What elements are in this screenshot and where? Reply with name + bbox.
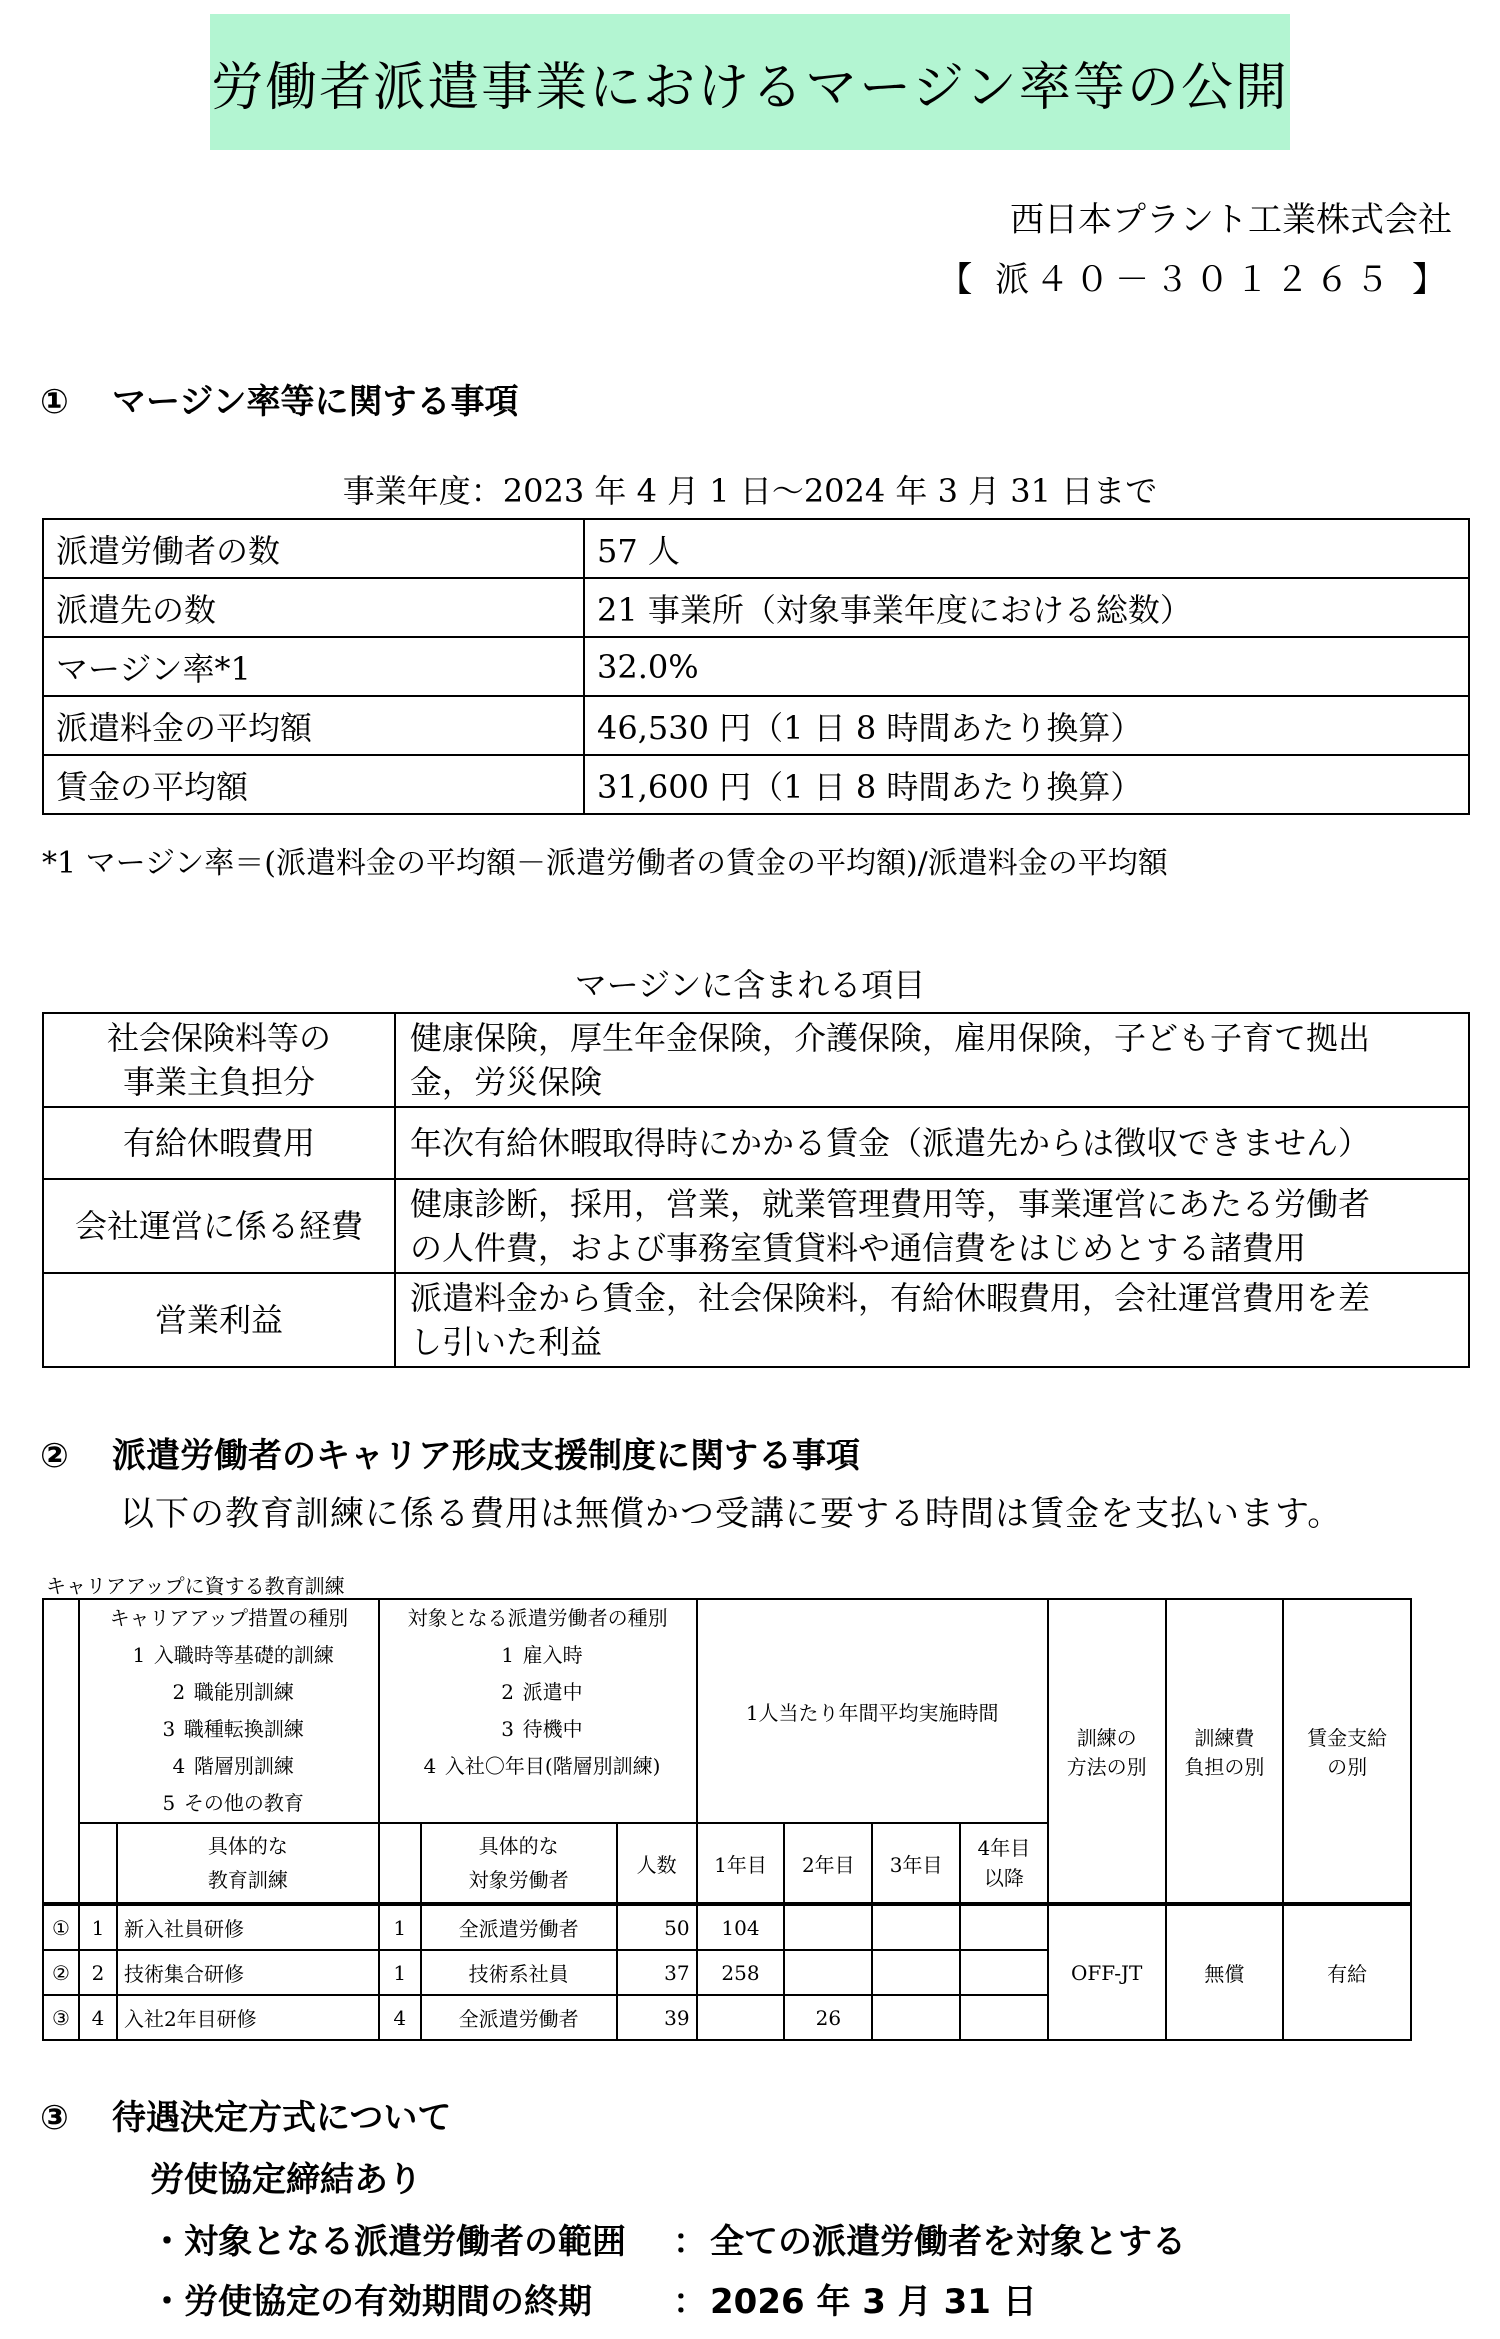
item-label: 営業利益 (43, 1273, 395, 1367)
margin-items-caption: マージンに含まれる項目 (574, 966, 926, 1004)
row-value: 32.0% (584, 637, 1469, 696)
row-value: 46,530 円（1 日 8 時間あたり換算） (584, 696, 1469, 755)
margin-items-table (42, 1012, 1470, 1368)
year3-header: 3年目 (872, 1823, 960, 1904)
section2-number: ② (40, 1436, 69, 1476)
fiscal-period: 事業年度：2023 年 4 月 1 日～2024 年 3 月 31 日まで (342, 472, 1158, 510)
table-row (43, 1273, 1469, 1367)
item-description: 健康保険，厚生年金保険，介護保険，雇用保険，子ども子育て拠出 金，労災保険 (395, 1013, 1469, 1107)
table-row: ① 1 新入社員研修 1 全派遣労働者 50 104 OFF-JT 無償 有給 (43, 1904, 1411, 1950)
agreement-scope: ・対象となる派遣労働者の範囲 ：全ての派遣労働者を対象とする (150, 2222, 1186, 2262)
row-label: 賃金の平均額 (43, 755, 584, 814)
section3-number: ③ (40, 2098, 69, 2138)
row-label: 派遣先の数 (43, 578, 584, 637)
item-description: 健康診断，採用，営業，就業管理費用等，事業運営にあたる労働者 の人件費，および事務室賃貸料や通信費をはじめとする諸費用 (395, 1179, 1469, 1273)
training-table-caption: キャリアアップに資する教育訓練 (46, 1574, 345, 1598)
item-label: 社会保険料等の 事業主負担分 (43, 1013, 395, 1107)
table-row (43, 1013, 1469, 1107)
table-row (43, 637, 1469, 696)
item-label: 会社運営に係る経費 (43, 1179, 395, 1273)
year1-header: 1年目 (697, 1823, 785, 1904)
specific-target-header: 具体的な 対象労働者 (421, 1823, 617, 1904)
count-header: 人数 (617, 1823, 697, 1904)
table-row (43, 1107, 1469, 1179)
row-value: 57 人 (584, 519, 1469, 578)
margin-rate-table (42, 518, 1470, 815)
company-name: 西日本プラント工業株式会社 (1010, 200, 1452, 240)
item-description: 年次有給休暇取得時にかかる賃金（派遣先からは徴収できません） (395, 1107, 1469, 1179)
method-header: 訓練の 方法の別 (1048, 1599, 1166, 1904)
section1-title: マージン率等に関する事項 (112, 382, 519, 422)
section3-title: 待遇決定方式について (112, 2098, 452, 2138)
table-row (43, 755, 1469, 814)
registration-number: 【 派４０－３０１２６５ 】 (938, 260, 1452, 300)
year2-header: 2年目 (784, 1823, 872, 1904)
section1-number: ① (40, 382, 69, 422)
table-row (43, 696, 1469, 755)
row-label: 派遣料金の平均額 (43, 696, 584, 755)
item-description: 派遣料金から賃金，社会保険料，有給休暇費用，会社運営費用を差 し引いた利益 (395, 1273, 1469, 1367)
target-type-header: 対象となる派遣労働者の種別 1 雇入時 2 派遣中 3 待機中 4 入社〇年目(階層別訓練) (379, 1599, 697, 1823)
table-row (43, 578, 1469, 637)
row-label: マージン率*1 (43, 637, 584, 696)
cost-value: 無償 (1166, 1904, 1284, 2040)
table-row: ② 2 技術集合研修 1 技術系社員 37 258 (43, 1950, 1411, 1995)
row-label: 派遣労働者の数 (43, 519, 584, 578)
method-value: OFF-JT (1048, 1904, 1166, 2040)
table-row: ③ 4 入社2年目研修 4 全派遣労働者 39 26 (43, 1995, 1411, 2040)
table-row (43, 519, 1469, 578)
table-row (43, 1179, 1469, 1273)
agreement-status: 労使協定締結あり (150, 2160, 422, 2200)
section1-heading (40, 374, 518, 423)
measure-type-header: キャリアアップ措置の種別 1 入職時等基礎的訓練 2 職能別訓練 3 職種転換訓練 4 階層別訓練 5 その他の教育 (79, 1599, 379, 1823)
page-title: 労働者派遣事業におけるマージン率等の公開 (211, 57, 1289, 118)
item-label: 有給休暇費用 (43, 1107, 395, 1179)
avg-hours-header: 1人当たり年間平均実施時間 (697, 1599, 1048, 1823)
section2-heading (40, 1428, 860, 1477)
row-value: 31,600 円（1 日 8 時間あたり換算） (584, 755, 1469, 814)
title-banner (210, 14, 1290, 150)
year4-header: 4年目 以降 (960, 1823, 1048, 1904)
wage-value: 有給 (1283, 1904, 1411, 2040)
training-intro: 以下の教育訓練に係る費用は無償かつ受講に要する時間は賃金を支払います。 (120, 1494, 1343, 1534)
training-table (42, 1598, 1412, 2041)
agreement-expiry: ・労使協定の有効期間の終期 ：2026 年 3 月 31 日 (150, 2282, 1037, 2322)
wage-header: 賃金支給 の別 (1283, 1599, 1411, 1904)
row-value: 21 事業所（対象事業年度における総数） (584, 578, 1469, 637)
cost-header: 訓練費 負担の別 (1166, 1599, 1284, 1904)
table-header-row (43, 1599, 1411, 1823)
specific-training-header: 具体的な 教育訓練 (117, 1823, 379, 1904)
section2-title: 派遣労働者のキャリア形成支援制度に関する事項 (112, 1436, 860, 1476)
margin-rate-footnote: *1 マージン率＝(派遣料金の平均額－派遣労働者の賃金の平均額)/派遣料金の平均額 (42, 846, 1168, 881)
section3-heading (40, 2090, 451, 2139)
